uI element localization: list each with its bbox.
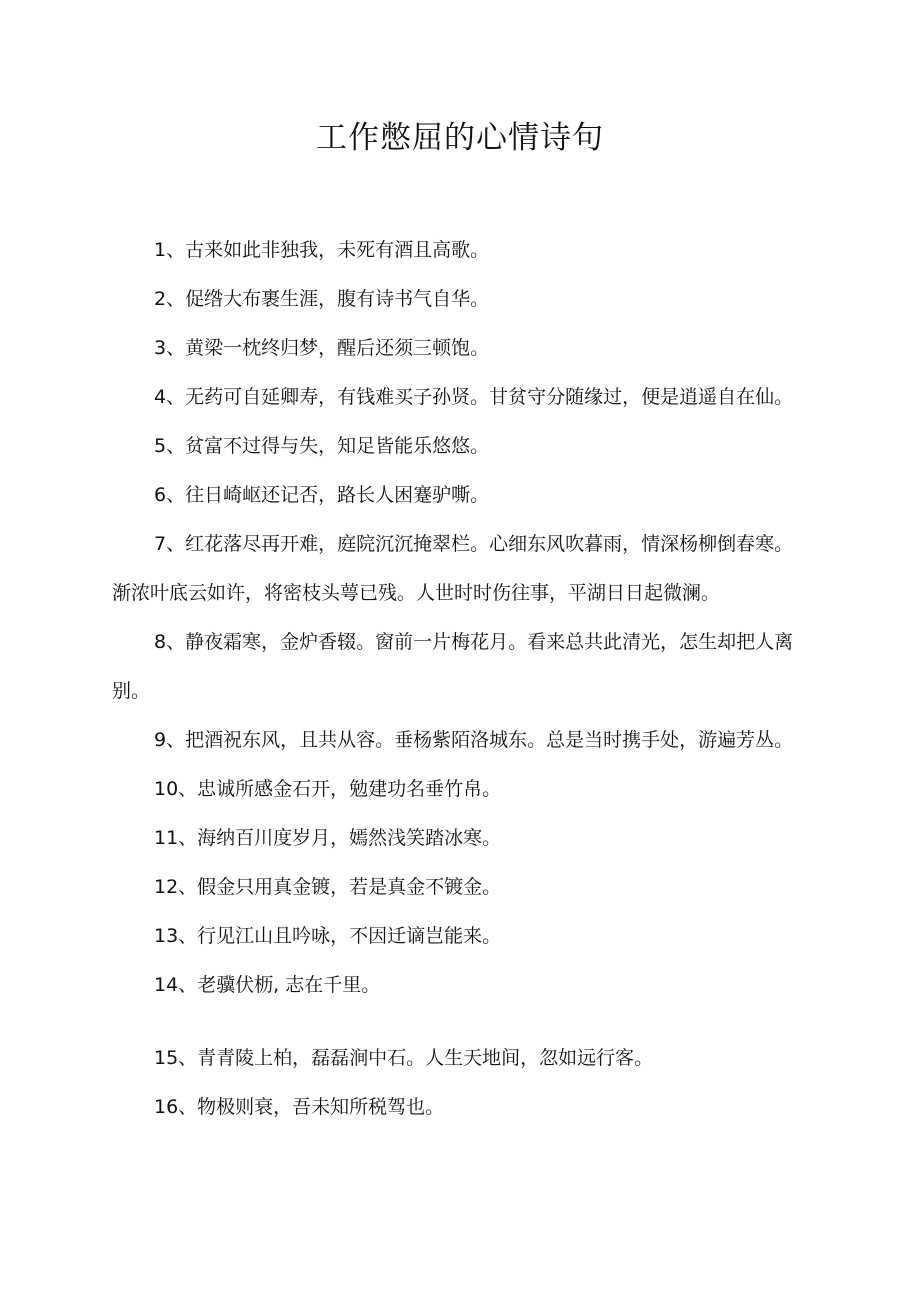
poem-item: 16、物极则衰，吾未知所税驾也。 [154, 1096, 445, 1118]
poem-item: 2、促绺大布裹生涯，腹有诗书气自华。 [154, 288, 490, 310]
poem-item: 10、忠诚所感金石开，勉建功名垂竹帛。 [154, 778, 502, 800]
poem-item: 13、行见江山且吟咏，不因迁谪岂能来。 [154, 925, 502, 947]
poem-item: 11、海纳百川度岁月，嫣然浅笑踏冰寒。 [154, 827, 502, 849]
page-title: 工作憋屈的心情诗句 [316, 120, 604, 156]
poem-item: 15、青青陵上柏，磊磊涧中石。人生天地间，忽如远行客。 [154, 1047, 654, 1069]
poem-item: 6、往日崎岖还记否，路长人困蹇驴嘶。 [154, 484, 490, 506]
poem-item: 3、黄梁一枕终归梦，醒后还须三顿饱。 [154, 337, 490, 359]
poem-item: 12、假金只用真金镀，若是真金不镀金。 [154, 876, 502, 898]
poem-item: 5、贫富不过得与失，知足皆能乐悠悠。 [154, 435, 490, 457]
poem-item: 1、古来如此非独我，未死有酒且高歌。 [154, 239, 490, 261]
poem-item: 4、无药可自延卿寿，有钱难买子孙贤。甘贫守分随缘过，便是逍遥自在仙。 [154, 386, 794, 408]
poem-list [112, 226, 812, 1132]
poem-item: 7、红花落尽再开难，庭院沉沉掩翠栏。心细东风吹暮雨，情深杨柳倒春寒。渐浓叶底云如许，将密枝头萼已残。人世时时伤往事，平湖日日起微澜。 [112, 533, 794, 604]
poem-item: 9、把酒祝东风，且共从容。垂杨紫陌洛城东。总是当时携手处，游遍芳丛。 [154, 729, 794, 751]
poem-item: 14、老骥伏枥, 志在千里。 [154, 974, 381, 996]
poem-item: 8、静夜霜寒，金炉香辍。窗前一片梅花月。看来总共此清光，怎生却把人离别。 [112, 631, 794, 702]
